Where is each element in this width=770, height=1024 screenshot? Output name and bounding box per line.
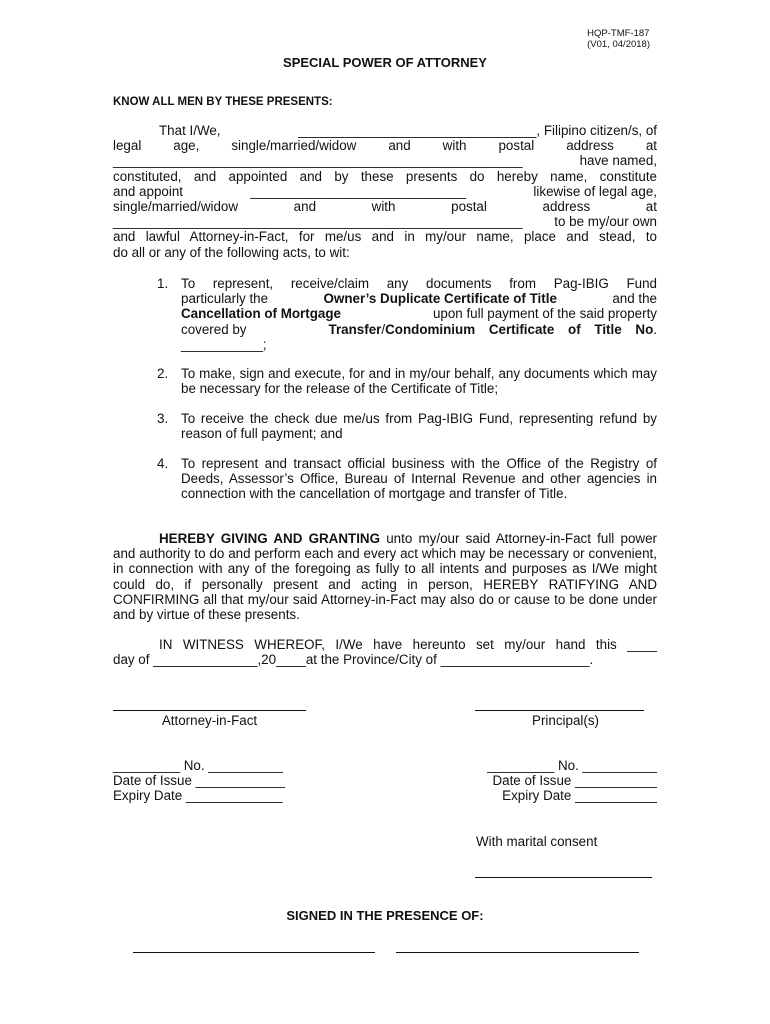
intro-line-4: constituted, and appointed and by these presents do hereby name, constitute [113, 168, 657, 184]
granting-paragraph: HEREBY GIVING AND GRANTING unto my/our said Attorney-in-Fact full power and authority to do and perform each and every act which may be necessary or convenient, in connection with any of the foregoing as fully to all intents and purposes as I/We might could do, if personally present and acting in person, HEREBY RATIFYING AND CONFIRMING all that my/our said Attorney-in-Fact may also do or cause to be done under and by virtue of these presents. [113, 531, 657, 623]
intro-line-8: and lawful Attorney-in-Fact, for me/us and in my/our name, place and stead, to [113, 229, 657, 245]
intro-line-7: _______________________________________________________ to be my/our own [113, 214, 657, 230]
item-2-number: 2. [157, 366, 169, 381]
intro-paragraph [113, 123, 657, 260]
intro-line-2: legal age, single/married/widow and with postal address at [113, 138, 657, 154]
intro-line-1: That I/We, ________________________________, Filipino citizen/s, of [159, 123, 657, 138]
intro-line-3: _______________________________________________________ have named, [113, 153, 657, 169]
form-code: HQP-TMF-187 [587, 28, 650, 39]
presence-heading: SIGNED IN THE PRESENCE OF: [286, 908, 484, 923]
item-2-text: To make, sign and execute, for and in my/our behalf, any documents which may be necessary for the release of the Certificate of Title; [181, 366, 657, 397]
witness-2-signature-line [396, 952, 639, 953]
item-1-number: 1. [157, 276, 169, 291]
form-reference [587, 28, 650, 50]
intro-line-6: single/married/widow and with postal address at [113, 199, 657, 215]
witness-paragraph: IN WITNESS WHEREOF, I/We have hereunto set my/our hand this ____ day of ______________,20____at the Province/City of ____________________. [113, 637, 657, 668]
principal-label: Principal(s) [532, 713, 599, 728]
document-title: SPECIAL POWER OF ATTORNEY [283, 55, 487, 70]
form-version: (V01, 04/2018) [587, 39, 650, 50]
item-3-number: 3. [157, 411, 169, 426]
attorney-signature-line [113, 710, 306, 711]
item-4-text: To represent and transact official business with the Office of the Registry of Deeds, Assessor’s Office, Bureau of Internal Revenue and other agencies in connection with the cancellation of mortgage and transfer of Title. [181, 456, 657, 502]
item-4-number: 4. [157, 456, 169, 471]
intro-line-5: and appoint _____________________________ likewise of legal age, [113, 183, 657, 199]
know-all-heading: KNOW ALL MEN BY THESE PRESENTS: [113, 96, 333, 108]
attorney-label: Attorney-in-Fact [161, 713, 258, 728]
principal-signature-line [475, 710, 644, 711]
spouse-signature-line [475, 877, 652, 878]
intro-line-9: do all or any of the following acts, to wit: [113, 244, 350, 260]
marital-consent-label: With marital consent [476, 834, 598, 849]
principal-id-block: _________ No. __________ Date of Issue ___________ Expiry Date ___________ [487, 758, 657, 804]
item-1-text: To represent, receive/claim any documents from Pag-IBIG Fund particularly the Owner’s Duplicate Certificate of Title and the Cancellation of Mortgage upon full payment of the said property covered by Transfer / Condominium Certificate of Title No . ___________; [181, 276, 657, 352]
item-3-text: To receive the check due me/us from Pag-IBIG Fund, representing refund by reason of full payment; and [181, 411, 657, 442]
attorney-id-block: _________ No. __________ Date of Issue ____________ Expiry Date _____________ [113, 758, 285, 804]
witness-1-signature-line [133, 952, 375, 953]
